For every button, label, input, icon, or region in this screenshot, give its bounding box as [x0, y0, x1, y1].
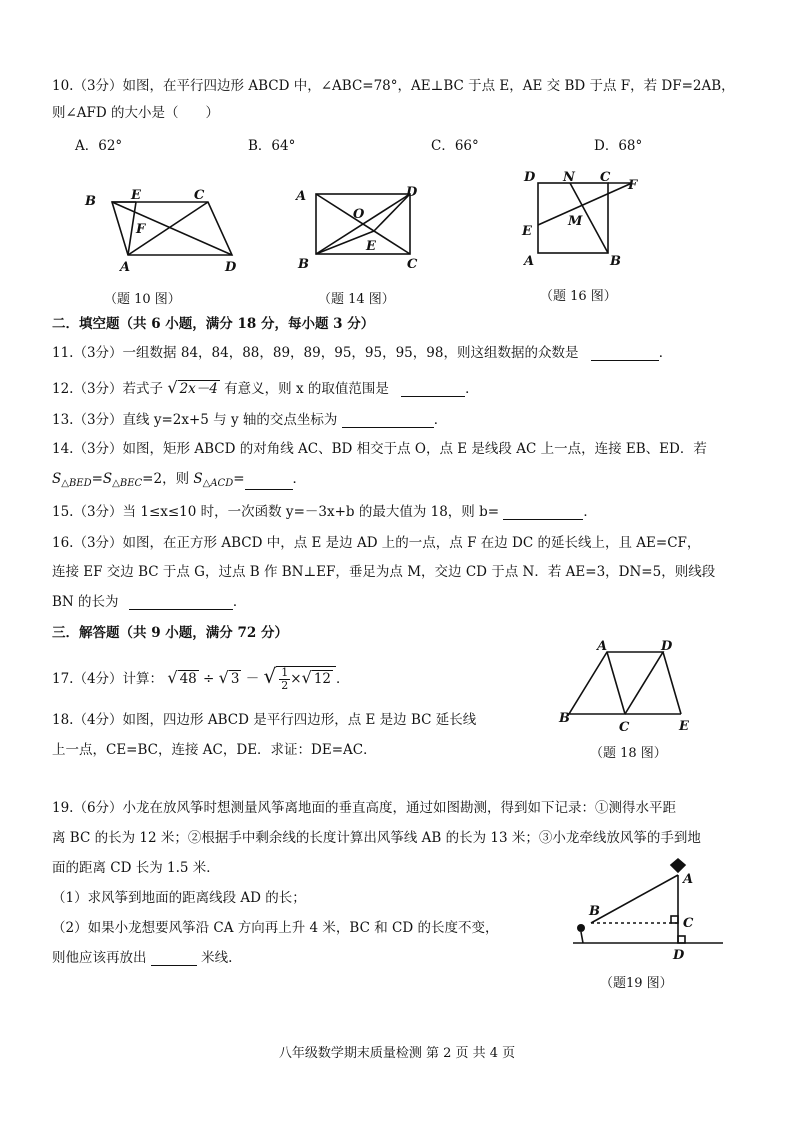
q12-answer-blank — [401, 382, 465, 397]
fig18-label-e: E — [679, 719, 689, 734]
q13-answer-blank — [342, 413, 434, 428]
q14-line1: 14.（3分）如图，矩形 ABCD 的对角线 AC、BD 相交于点 O，点 E 是线段 AC 上一点，连接 EB、ED．若 — [52, 441, 707, 457]
fig19-label-b: B — [589, 904, 600, 919]
fig16-label-a: A — [524, 254, 535, 269]
fig16-label-f: F — [628, 178, 638, 193]
fig19-kite-icon — [671, 859, 685, 872]
q17-line: 17.（4分）计算： √ 48 ÷ √ 3 － √ $\frac{1}{2}$ ×√ 12 ． — [52, 664, 350, 692]
figure-14 — [290, 180, 430, 275]
q10-option-d: D．68° — [594, 138, 643, 154]
q10-option-b: B．64° — [248, 138, 296, 154]
q15-answer-blank — [503, 505, 583, 520]
q16-answer-blank — [129, 595, 233, 610]
fig16-label-m: M — [568, 214, 583, 229]
fig14-line-ed — [374, 194, 410, 231]
fig19-label-c: C — [683, 916, 694, 931]
fig18-label-a: A — [597, 639, 608, 654]
q11-answer-blank — [591, 346, 659, 361]
fig18-label-d: D — [661, 639, 673, 654]
fig19-right-angle-c — [671, 916, 678, 923]
q17-fraction: $\frac{1}{2}$ — [281, 665, 289, 692]
fig14-label-o: O — [353, 207, 365, 222]
fig16-label-c: C — [600, 170, 611, 185]
figure-18 — [555, 638, 705, 738]
fig18-line-ac — [607, 652, 625, 714]
q12-pre: 12.（3分）若式子 — [52, 381, 164, 397]
q19-part2b: 则他应该再放出 米线. — [52, 950, 233, 966]
fig10-caption: （题 10 图） — [104, 292, 181, 307]
q19-line2: 离 BC 的长为 12 米；②根据手中剩余线的长度计算出风筝线 AB 的长为 13 米；③小龙牵线放风筝的手到地 — [52, 830, 701, 846]
fig16-label-n: N — [563, 170, 575, 185]
q19-line3: 面的距离 CD 长为 1.5 米． — [52, 860, 220, 876]
fig16-label-d: D — [524, 170, 536, 185]
fig19-person-body — [581, 932, 583, 943]
fig19-label-d: D — [673, 948, 685, 963]
section3-heading: 三．解答题（共 9 小题，满分 72 分） — [52, 625, 288, 641]
figure-10 — [80, 185, 250, 275]
fig16-caption: （题 16 图） — [540, 289, 617, 304]
fig10-label-f: F — [136, 222, 146, 237]
fig10-label-c: C — [194, 188, 205, 203]
q12-post: 有意义，则 x 的取值范围是 — [224, 381, 389, 397]
q11-line: 11.（3分）一组数据 84，84，88，89，89，95，95，95，98，则这组数据的众数是 ． — [52, 345, 673, 361]
section2-heading: 二．填空题（共 6 小题，满分 18 分，每小题 3 分） — [52, 316, 375, 332]
fig10-label-e: E — [131, 188, 141, 203]
fig10-label-d: D — [225, 260, 237, 275]
q12-line: 12.（3分）若式子 √ 2x－4 有意义，则 x 的取值范围是 ． — [52, 378, 479, 397]
fig18-caption: （题 18 图） — [590, 746, 667, 761]
q16-line3: BN 的长为 ． — [52, 594, 247, 610]
fig19-right-angle-d — [678, 936, 685, 943]
q18-line2: 上一点，CE=BC，连接 AC，DE．求证：DE=AC． — [52, 742, 377, 758]
q10-option-c: C．66° — [431, 138, 479, 154]
fig19-caption: （题19 图） — [600, 976, 673, 991]
fig10-label-a: A — [120, 260, 131, 275]
q11-text: 11.（3分）一组数据 84，84，88，89，89，95，95，95，98，则这组数据的众数是 — [52, 345, 579, 361]
q10-line2: 则∠AFD 的大小是（ ） — [52, 105, 220, 121]
q10-option-a: A．62° — [75, 138, 123, 154]
fig19-kite-string-ab — [591, 875, 678, 923]
q16-line2: 连接 EF 交边 BC 于点 G，过点 B 作 BN⊥EF，垂足为点 M，交边 CD 于点 N．若 AE=3，DN=5，则线段 — [52, 564, 716, 580]
q10-line1: 10.（3分）如图，在平行四边形 ABCD 中，∠ABC=78°，AE⊥BC 于点 E，AE 交 BD 于点 F，若 DF=2AB， — [52, 78, 735, 94]
fig19-label-a: A — [683, 872, 694, 887]
fig14-label-d: D — [406, 185, 418, 200]
fig16-line-ef — [538, 183, 632, 225]
figure-19 — [565, 855, 730, 970]
q16-line1: 16.（3分）如图，在正方形 ABCD 中，点 E 是边 AD 上的一点，点 F 在边 DC 的延长线上，且 AE=CF， — [52, 535, 701, 551]
q18-line1: 18.（4分）如图，四边形 ABCD 是平行四边形，点 E 是边 BC 延长线 — [52, 712, 477, 728]
fig18-label-b: B — [559, 711, 570, 726]
fig14-label-a: A — [296, 189, 307, 204]
q19-line1: 19.（6分）小龙在放风筝时想测量风筝离地面的垂直高度，通过如图勘测，得到如下记录：①测得水平距 — [52, 800, 677, 816]
q15-line: 15.（3分）当 1≤x≤10 时，一次函数 y=－3x+b 的最大值为 18，则 b= ． — [52, 504, 597, 520]
fig14-caption: （题 14 图） — [318, 292, 395, 307]
q15-text: 15.（3分）当 1≤x≤10 时，一次函数 y=－3x+b 的最大值为 18，则 b= — [52, 504, 500, 520]
q19-answer-blank — [151, 951, 197, 966]
fig14-label-e: E — [366, 239, 376, 254]
q13-line: 13.（3分）直线 y=2x+5 与 y 轴的交点坐标为 ． — [52, 412, 448, 428]
fig16-label-b: B — [610, 254, 621, 269]
fig18-line-de — [663, 652, 681, 714]
q19-part2a: （2）如果小龙想要风筝沿 CA 方向再上升 4 米，BC 和 CD 的长度不变， — [52, 920, 499, 936]
q14-line2: $S_{\triangle BED}=S_{\triangle BEC}=2$，则 $S_{\triangle ACD}=$ ． — [52, 471, 307, 489]
q13-text: 13.（3分）直线 y=2x+5 与 y 轴的交点坐标为 — [52, 412, 338, 428]
fig16-label-e: E — [522, 224, 532, 239]
q14-answer-blank — [245, 475, 293, 490]
fig18-label-c: C — [619, 720, 630, 735]
fig19-person-head — [577, 924, 585, 932]
figure-16 — [520, 165, 660, 270]
q12-radicand: 2x－4 — [179, 381, 218, 397]
page-footer: 八年级数学期末质量检测 第 2 页 共 4 页 — [278, 1046, 516, 1061]
q19-part1: （1）求风筝到地面的距离线段 AD 的长； — [52, 890, 306, 906]
fig14-label-b: B — [298, 257, 309, 272]
fig10-label-b: B — [85, 194, 96, 209]
fig14-label-c: C — [407, 257, 418, 272]
